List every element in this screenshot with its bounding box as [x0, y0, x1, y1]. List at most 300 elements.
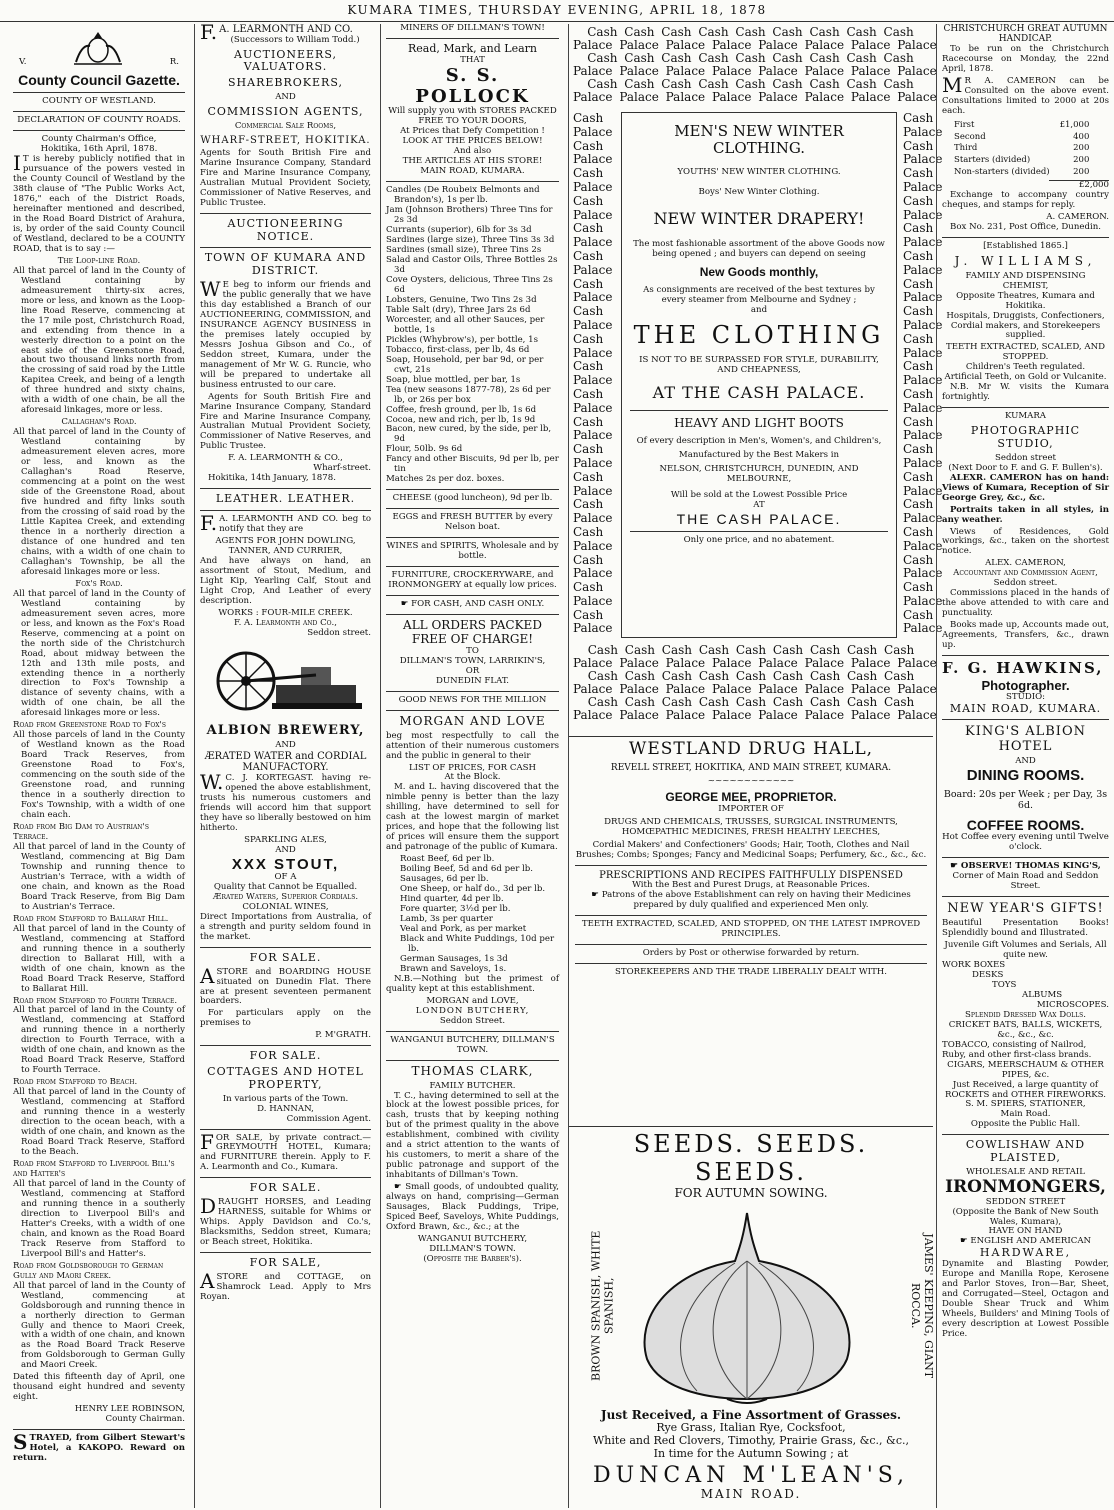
for-sale-text: ASTORE and BOARDING HOUSE situated on Dunedin Flat. There are at present seventeen permanent boarders. [200, 963, 371, 1007]
williams-nb: N.B. Mr W. visits the Kumara fortnightly. [942, 382, 1109, 403]
to-line: TO [466, 645, 479, 656]
price-item: Fancy and other Biscuits, 9d per lb, per tin [386, 454, 559, 475]
meat-item: Roast Beef, 6d per lb. [400, 854, 495, 865]
price-item: Coffee, fresh ground, per lb, 1s 6d [386, 404, 537, 415]
clark-text: T. C., having determined to sell at the block at the lowest possible prices, for cash, trusts that by keeping nothing but of the primest quality in the above establishment, combined with civility and a strict attention to the wants of his customers, to merit a share of the public patronage and support of the inhabitants of Dillman's Town. [386, 1090, 559, 1181]
sold-text: Will be sold at the Lowest Possible Price [670, 490, 848, 501]
cash-row: Cash Cash Cash Cash Cash Cash Cash Cash Cash [587, 51, 914, 65]
palace-word: Palace [573, 207, 613, 222]
auction-text: Agents for South British Fire and Marine Insurance Company, Standard Fire and Marine Insurance Company, Australian Mutual Provident Society, Commissioner of Native Reserves, and Public Trustee. [200, 391, 371, 452]
seeds-title: SEEDS. SEEDS. SEEDS. [633, 1130, 869, 1186]
section-title: Road from Stafford to Ballarat Hill. [13, 913, 169, 924]
duncan-mclean: DUNCAN M'LEAN'S, [592, 1462, 910, 1488]
cities-text: NELSON, CHRISTCHURCH, DUNEDIN, AND MELBOURNE, [659, 464, 859, 485]
cash-word: Cash [573, 166, 604, 181]
drug-hall-title: WESTLAND DRUG HALL, [628, 739, 874, 759]
price-item: Lobsters, Genuine, Two Tins 2s 3d [386, 294, 537, 305]
prize-row: First £1,000 [954, 119, 1090, 130]
gazette-intro: IT is hereby publicly notified that in pursuance of the powers vested in the County Council of Westland by the 38th clause of "The Public Works Act, 1876," each of the District Roads, hereinafter mentioned and described, in the Road Board District of Arahura, is, by order of the said County Council of Westland, declared to be a COUNTY ROAD, that is to say :— [13, 151, 185, 254]
commissions-text: Commissions placed in the hands of the above attended to with care and punctuality. [942, 588, 1109, 619]
palace-word: Palace [573, 317, 613, 332]
spiers-opp: Opposite the Public Hall. [970, 1119, 1081, 1130]
gazette-title: County Council Gazette. [18, 72, 180, 88]
coffee-rooms: COFFEE ROOMS. [966, 816, 1085, 833]
wholesale-line: WHOLESALE AND RETAIL [966, 1166, 1085, 1177]
cash-word: Cash [573, 414, 604, 429]
office-date: Hokitika, 16th April, 1878. [40, 144, 158, 155]
cash-only-line: ☛ FOR CASH, AND CASH ONLY. [400, 599, 545, 610]
pointing-hand-icon: ☛ [591, 890, 602, 901]
signer-title: County Chairman. [105, 1414, 185, 1425]
dated-line: Dated this fifteenth day of April, one thousand eight hundred and seventy eight. [13, 1372, 185, 1403]
cash-word: Cash [573, 469, 604, 484]
youths-clothing: YOUTHS' NEW WINTER CLOTHING. [677, 166, 841, 177]
horses-text: DRAUGHT HORSES, and Leading HARNESS, suitable for Whims or Whips. Apply Davidson and Co.'s, Blacksmiths, Seddon street, Kumara; or Beach street, Hokitika. [200, 1194, 371, 1247]
books-text: Books made up, Accounts made out, Agreements, Transfers, &c., drawn up. [942, 620, 1109, 651]
pollock-address: MAIN ROAD, KUMARA. [420, 166, 525, 177]
cash-word: Cash [573, 497, 604, 512]
morgan-text: beg most respectfully to call the attention of their numerous customers and the public in general to their [386, 730, 559, 761]
cash-word: Cash [903, 524, 934, 539]
palace-row: Palace Palace Palace Palace Palace Palace Palace Palace [573, 64, 937, 78]
cash-row: Cash Cash Cash Cash Cash Cash Cash Cash Cash [587, 669, 915, 683]
and-line: and [750, 305, 768, 316]
cash-word: Cash [903, 552, 934, 567]
cash-row: Cash Cash Cash Cash Cash Cash Cash Cash Cash [587, 77, 914, 91]
palace-row: Palace Palace Palace Palace Palace Palace Palace Palace [573, 708, 937, 722]
cash-word: Cash [903, 138, 934, 153]
cash-word: Cash [903, 166, 934, 181]
onion-icon [627, 1209, 867, 1405]
prize-row: Second 400 [954, 131, 1090, 142]
learmonth-sub: (Successors to William Todd.) [230, 34, 360, 45]
accountant-seddon: Seddon street. [993, 578, 1058, 589]
cash-word: Cash [573, 111, 604, 125]
price-item: Cocoa, new and rich, per lb, 1s 9d [386, 414, 536, 425]
teeth-line: TEETH EXTRACTED, SCALED, AND STOPPED, ON THE LATEST IMPROVED PRINCIPLES. [581, 919, 921, 940]
photo-seddon: Seddon street [994, 452, 1056, 463]
prize-total: £2,000 [1049, 180, 1109, 191]
cheese-line: CHEESE (good luncheon), 9d per lb. [392, 493, 553, 504]
hawkins-address: MAIN ROAD, KUMARA. [949, 701, 1102, 715]
orders-line: ALL ORDERS PACKED FREE OF CHARGE! [403, 618, 542, 646]
clark-sub: FAMILY BUTCHER. [429, 1080, 516, 1091]
pointing-hand-icon: ☛ [394, 1182, 406, 1193]
palace-word: Palace [573, 235, 613, 250]
pointing-hand-icon: ☛ [950, 861, 961, 872]
auction-notice-title: AUCTIONEERING NOTICE. [227, 216, 344, 243]
onion-illustration [575, 1201, 935, 1409]
section-title: The Loop-line Road. [57, 255, 141, 266]
spiers-name: S. M. SPIERS, STATIONER, [965, 1099, 1086, 1110]
section-text: All that parcel of land in the County of Westland, commencing at Goldsborough and running thence in a northerly direction to German Gully and thence to Maori Creek, with a width of one chain, and known as the Road Board Track Reserve from Goldsborough to German Gully and Maori Creek. [13, 1280, 185, 1371]
established: [Established 1865.] [983, 240, 1068, 251]
grasses-line: Just Received, a Fine Assortment of Grasses. [600, 1407, 902, 1422]
seeds-ad [569, 1126, 933, 1502]
price-item: Soap, Household, per bar 9d, or per cwt, 21s [386, 354, 544, 375]
vr-left: V. [19, 57, 27, 68]
auction-date: Hokitika, 14th January, 1878. [208, 473, 336, 484]
cottages-sig: Commission Agent. [286, 1113, 371, 1124]
cash-word: Cash [573, 331, 604, 346]
palace-word: Palace [573, 428, 613, 443]
palace-word: Palace [573, 566, 613, 581]
masthead-title: KUMARA TIMES, THURSDAY EVENING, APRIL 18, 1878 [347, 3, 767, 17]
leather-title: LEATHER. LEATHER. [215, 492, 356, 506]
palace-word: Palace [903, 207, 943, 222]
miners-heading: MINERS OF DILLMAN'S TOWN! [400, 23, 545, 33]
the-clothing: THE CLOTHING [633, 321, 885, 350]
smallgoods-text: ☛ Small goods, of undoubted quality, always on hand, comprising—German Sausages, Black Puddings, Tripe, Spiced Beef, Saveloys, White Puddings, Oxford Brawn, &c., &c.; at the [386, 1182, 559, 1233]
dynamite-text: Dynamite and Blasting Powder, Europe and Manilla Rope, Kerosene and Parlor Stoves, Iron—Bar, Sheet, and Corrugated—Steel, Octagon and Double Shear Truck and Whim Wheels, Builders' and Mining Tools of every description at Lowest Possible Price. [942, 1259, 1109, 1339]
for-sale-title: FOR SALE. [249, 1049, 322, 1063]
for-sale-title: FOR SALE. [249, 1181, 322, 1195]
palace-word: Palace [903, 566, 943, 581]
board-rates: Board: 20s per Week ; per Day, 3s 6d. [943, 788, 1108, 811]
for-sale-title: FOR SALE. [249, 950, 322, 964]
palace-word: Palace [903, 483, 943, 498]
price-item: Matches 2s per doz. boxes. [386, 474, 505, 485]
section-title: Road from Stafford to Fourth Terrace. [13, 995, 178, 1006]
colonial-wines: COLONIAL WINES, [242, 901, 329, 912]
views-text: Views of Residences, Gold workings, &c., taken on the shortest notice. [942, 526, 1109, 557]
george-mee: GEORGE MEE, PROPRIETOR. [665, 790, 837, 805]
learmonth-line: AUCTIONEERS, VALUATORS. [234, 47, 337, 74]
cash-word: Cash [573, 524, 604, 539]
column-county-gazette [8, 24, 190, 1508]
section-text: All that parcel of land in the County of Westland containing by admeasurement thirty-six acres, more or less, and known as the Loop-line Road Reserve, commencing at the 17 mile post, Christchurch Road, and extending from thence in a westerly direction to a point on the east side of the Greenstone Road, about two thousand links north from the crossing of said road by the Little Kapitea Creek, and being of a length of three hundred and sixty chains, with a width of one chain, be all the aforesaid linkages, more or less. [13, 265, 185, 416]
rockets-line: ROCKETS and OTHER FIREWORKS. [945, 1089, 1106, 1100]
portraits-text: Portraits taken in all styles, in any weather. [942, 504, 1109, 525]
alex-cameron: ALEX. CAMERON, [985, 558, 1066, 569]
leather-text: And have always on hand, an assortment of Stout, Medium, and Light Kip, Yearling Calf, Stout and Light Crop, And Leather of every description. [200, 555, 371, 606]
at-line: AT [753, 500, 765, 511]
palace-word: Palace [573, 262, 613, 277]
leather-sig: Seddon street. [307, 627, 371, 638]
cash-word: Cash [573, 442, 604, 457]
corner-line: Corner of Main Road and Seddon Street. [952, 871, 1099, 891]
beautiful-books: Beautiful Presentation Books! Splendidly bound and Illustrated. [942, 918, 1109, 938]
good-news: GOOD NEWS FOR THE MILLION [398, 694, 547, 705]
palace-word: Palace [903, 373, 943, 388]
price-item: Soap, blue mottled, per bar, 1s [386, 374, 521, 385]
palace-row: Palace Palace Palace Palace Palace Palace Palace Palace [573, 38, 937, 52]
section-text: All that parcel of land in the County of Westland containing by admeasurement seven acres, more or less, and known as the Fox's Road Reserve, commencing at a point on the north side of the Christchurch Road, about midway between the 12th and 13th mile posts, and extending thence in a northerly direction to Fox's Township a distance of seventy chains, with a width of one chain, be all the aforesaid linkages more or less. [13, 588, 185, 719]
have-on-hand: HAVE ON HAND [988, 1226, 1063, 1237]
pointing-hand-icon: ☛ [959, 1236, 971, 1247]
aerated-line: Ærated Waters, Superior Cordials. [212, 891, 359, 902]
williams-family: FAMILY AND DISPENSING CHEMIST, [965, 270, 1086, 291]
learmonth-line: Commercial Sale Rooms, [234, 120, 337, 131]
meat-item: Veal and Pork, as per market [400, 924, 527, 934]
price-item: Jam (Johnson Brothers) Three Tins for 2s 3d [386, 205, 553, 226]
morgan-text: M. and L. having discovered that the nimble penny is better than the lazy shilling, have determined to sell for cash at the lowest margin of market prices, and hope that the following list of prices will ensure them the support and patronage of the public of Kumara. [386, 782, 559, 853]
surpassed-text: IS NOT TO BE SURPASSED FOR STYLE, DURABILITY, AND CHEAPNESS, [639, 354, 879, 375]
learmonth-line: SHAREBROKERS, [228, 76, 343, 90]
williams-teeth: TEETH EXTRACTED, SCALED, AND STOPPED. [946, 342, 1105, 363]
imports-text: Direct Importations from Australia, of a strength and purity seldom found in the market. [200, 911, 371, 942]
section-title: Road from Greenstone Road to Fox's [13, 720, 166, 731]
cash-word: Cash [903, 331, 934, 346]
kortegast-text: W.C. J. KORTEGAST. having re-opened the above establishment, trusts his numerous customers and friends will accord him that support they have so liberally bestowed on him hitherto. [200, 769, 371, 833]
auction-text: WE beg to inform our friends and the public generally that we have this day established a Branch of our AUCTIONEERING, COMMISSION, and INSURANCE AGENCY BUSINESS in the premises lately occupied by Messrs Joshua Gibson and Co., of Seddon street, Kumara, under the management of Mr W. G. Runcie, who will be prepared to undertake all business entrusted to our care. [200, 276, 371, 390]
price-item: Candles (De Roubeix Belmonts and Brandon's), 1s per lb. [386, 185, 540, 206]
cash-word: Cash [903, 442, 934, 457]
meat-item: Lamb, 3s per quarter [400, 914, 493, 925]
palace-word: Palace [903, 317, 943, 332]
palace-row: Palace Palace Palace Palace Palace Palace Palace Palace [573, 90, 937, 104]
price-item: Cove Oysters, delicious, Three Tins 2s 6d [386, 274, 553, 295]
cash-row: Cash Cash Cash Cash Cash Cash Cash Cash Cash [587, 643, 915, 657]
palace-word: Palace [903, 400, 943, 415]
cricket-line: CRICKET BATS, BALLS, WICKETS, &c., &c., &c. [948, 1019, 1103, 1040]
cash-word: Cash [903, 580, 934, 595]
mens-clothing: MEN'S NEW WINTER CLOTHING. [674, 122, 844, 158]
cash-word: Cash [573, 386, 604, 401]
column-cash-palace [568, 24, 943, 1508]
meat-item: Black and White Puddings, 10d per lb. [400, 933, 555, 954]
palace-word: Palace [903, 179, 943, 194]
williams-name: J. WILLIAMS, [954, 253, 1097, 268]
meat-item: One Sheep, or half do., 3d per lb. [400, 884, 546, 895]
prize-row: Starters (divided) 200 [954, 155, 1090, 166]
patrons-text: ☛ Patrons of the above Establishment can rely on having their Medicines prepared by duly qualified and experienced Men only. [591, 890, 911, 911]
palace-word: Palace [903, 124, 943, 139]
column-right [936, 24, 1114, 1508]
onion-right-label: JAMES' KEEPING, GIANT ROCCA. [909, 1232, 935, 1378]
section-title: Fox's Road. [75, 578, 123, 589]
quality-line: Quality that Cannot be Equalled. [213, 882, 358, 892]
section-text: All that parcel of land in the County of Westland containing by admeasurement eleven acres, more or less, and known as the Callaghan's Road Reserve, commencing at a point on the west side of the Greenstone Road, about five hundred and fifty links south from the crossing of said road by the Little Kapitea Creek, and extending thence in a northerly direction a distance of one hundred and ten chains, with a width of one chain to Callaghan's Township, be all the aforesaid linkages more or less. [13, 427, 185, 577]
cash-palace-left-strip [573, 112, 613, 636]
palace-word: Palace [903, 455, 943, 470]
cash-word: Cash [573, 552, 604, 567]
cash-word: Cash [573, 304, 604, 319]
palace-word: Palace [573, 538, 613, 553]
auction-sig: Wharf-street. [313, 463, 371, 474]
gift-item: ALBUMS [1022, 989, 1063, 1000]
price-item: Tobacco, first-class, per lb, 4s 6d [386, 344, 530, 355]
drug-hall-ad [569, 736, 933, 978]
sparkling-ales: SPARKLING ALES, [244, 834, 327, 845]
column-pollock [380, 24, 564, 1508]
spiers-address: Main Road. [1000, 1109, 1051, 1120]
williams-hospitals: Hospitals, Druggists, Confectioners, Cordial makers, and Storekeepers supplied. [946, 310, 1105, 341]
cash-word: Cash [903, 359, 934, 374]
palace-word: Palace [573, 179, 613, 194]
brewery-title: ALBION BREWERY, [206, 722, 365, 738]
autumn-sowing: FOR AUTUMN SOWING. [674, 1185, 828, 1200]
price-item: Table Salt (dry), Three Jars 2s 6d [386, 304, 531, 315]
palace-word: Palace [573, 152, 613, 167]
for-sale-sig: P. M'GRATH. [315, 1030, 371, 1041]
learmonth-and: AND [275, 91, 296, 102]
palace-row: Palace Palace Palace Palace Palace Palace Palace Palace [573, 682, 937, 696]
palace-word: Palace [573, 400, 613, 415]
gift-item: MICROSCOPES. [1036, 999, 1109, 1010]
observe-line: ☛ OBSERVE! THOMAS KING'S, [950, 861, 1101, 872]
cottages-sig: D. HANNAN, [257, 1103, 314, 1114]
pollock-name: S. S. POLLOCK [415, 64, 530, 107]
drugs-list: DRUGS AND CHEMICALS, TRUSSES, SURGICAL INSTRUMENTS, HOMŒPATHIC MEDICINES, FRESH HEALTHY LEECHES, [604, 817, 898, 837]
clark-name: THOMAS CLARK, [411, 1063, 534, 1078]
drapery-title: NEW WINTER DRAPERY! [653, 208, 865, 228]
williams-children: Children's Teeth regulated. [965, 362, 1086, 373]
cowlishaw-name: COWLISHAW AND PLAISTED, [965, 1138, 1086, 1165]
list-of-prices: LIST OF PRICES, FOR CASH [408, 762, 537, 773]
gift-item: WORK BOXES [942, 959, 1006, 970]
brewery-sub: ÆRATED WATER and CORDIAL MANUFACTORY. [204, 750, 367, 774]
price-item: Flour, 50lb. 9s 6d [386, 444, 463, 455]
in-time-line: In time for the Autumn Sowing ; at [653, 1446, 849, 1460]
palace-word: Palace [573, 345, 613, 360]
clothing-box [621, 112, 897, 638]
palace-word: Palace [573, 621, 613, 636]
leather-sig: F. A. Learmonth and Co., [233, 617, 338, 628]
williams-opp: Opposite Theatres, Kumara and Hokitika. [956, 290, 1095, 311]
section-text: All that parcel of land in the County of Westland, commencing at Big Dam Township and running thence to Austrian's Terrace, with a width of one chain, and known as the Road Board Track Reserve, from Big Dam to Austrian's Terrace. [13, 841, 185, 912]
section-title: Road from Goldsborough to German Gully and Maori Creek. [13, 1260, 164, 1281]
strayed-notice: STRAYED, from Gilbert Stewart's Hotel, a KAKOPO. Reward on return. [13, 1430, 185, 1464]
palace-word: Palace [573, 290, 613, 305]
importer-line: IMPORTER OF [718, 804, 784, 815]
learmonth-text: Agents for South British Fire and Marine Insurance Company, Standard Fire and Marine Insurance Company, Australian Mutual Provident Society, Commissioner of Native Reserves, and Public Trustee. [200, 148, 371, 208]
morgan-sig: LONDON BUTCHERY, [415, 1005, 530, 1016]
wanganui-sig: (Opposite the Barber's). [423, 1254, 522, 1264]
juvenile-line: Juvenile Gift Volumes and Serials, All quite new. [944, 939, 1107, 960]
cameron-box: Box No. 231, Post Office, Dunedin. [950, 221, 1101, 232]
wax-dolls: Splendid Dressed Wax Dolls. [965, 1009, 1086, 1020]
exchange-text: Exchange to accompany country cheques, and stamps for reply. [942, 189, 1109, 210]
palace-word: Palace [573, 511, 613, 526]
rockets-intro: Just Received, a large quantity of [952, 1079, 1099, 1090]
palace-word: Palace [903, 235, 943, 250]
manuf-text: Manufactured by the Best Makers in [678, 450, 840, 461]
auction-town: TOWN OF KUMARA AND DISTRICT. [204, 251, 367, 278]
auction-sig: F. A. LEARMONTH & CO., [228, 453, 343, 464]
cash-word: Cash [573, 359, 604, 374]
section-title: Callaghan's Road. [61, 417, 137, 428]
seddon-street: SEDDON STREET [985, 1196, 1066, 1207]
price-item: Pickles (Whybrow's), per bottle, 1s [386, 334, 539, 345]
kings-and: AND [1015, 756, 1036, 767]
palace-word: Palace [903, 345, 943, 360]
photo-next: (Next Door to F. and G. F. Bullen's). [948, 462, 1103, 473]
cash-word: Cash [903, 304, 934, 319]
meat-price-list [386, 855, 559, 975]
boys-clothing: Boys' New Winter Clothing. [698, 186, 820, 197]
alexr-text: ALEXR. CAMERON has on hand: Views of Kumara, Reception of Sir George Grey, &c., &c. [942, 472, 1109, 503]
hardware-line: HARDWARE, [979, 1246, 1072, 1260]
onion-left-label: BROWN SPANISH, WHITE SPANISH, [589, 1230, 615, 1381]
tobacco-line: TOBACCO, consisting of Nailrod, Ruby, and other first-class brands. [942, 1039, 1092, 1060]
price-item: Tea (new seasons 1877-78), 2s 6d per lb, or 26s per box [386, 384, 551, 405]
consign-text: As consignments are received of the best textures by every steamer from Melbourne and Sydney ; [643, 285, 875, 306]
furniture-line: FURNITURE, CROCKERYWARE, and IRONMONGERY at equally low prices. [388, 570, 557, 591]
palace-word: Palace [903, 538, 943, 553]
price-item: Worcester, and all other Sauces, per bottle, 1s [386, 314, 545, 335]
price-item: Currants (superior), 6lb for 3s 3d [386, 225, 532, 236]
gift-item: DESKS [972, 969, 1004, 980]
morgan-nb: N.B.—Nothing but the primest of quality kept at this establishment. [386, 973, 559, 994]
cameron-text: MR A. CAMERON can be Consulted on the above event. Consultations limited to 2000 at 20s each. [942, 72, 1109, 116]
prize-table [948, 119, 1095, 180]
handicap-run: To be run on the Christchurch Racecourse on Monday, the 22nd April, 1878. [942, 43, 1109, 74]
boots-title: HEAVY AND LIGHT BOOTS [674, 416, 844, 431]
brewery-and: AND [275, 739, 296, 750]
that-line: THAT [460, 54, 485, 65]
for-sale-text: For particulars apply on the premises to [200, 1008, 371, 1029]
kumara-heading: KUMARA [1004, 411, 1047, 422]
section-text: All that parcel of land in the County of Westland, commencing at Stafford and running thence in a southerly direction to Ballarat Hill, with a width of one chain, known as the Road Board Track Reserve, Stafford to Ballarat Hill. [13, 923, 185, 994]
cordial-text: Cordial Makers' and Confectioners' Goods; Hair, Tooth, Clothes and Nail Brushes; Combs; Sponges; Fancy and Medicinal Soaps; Perfumery, &c., &c., &c. [575, 839, 927, 860]
cash-row: Cash Cash Cash Cash Cash Cash Cash Cash Cash [587, 25, 914, 39]
or-line: OR [465, 665, 480, 676]
cash-row: Cash Cash Cash Cash Cash Cash Cash Cash Cash [587, 695, 915, 709]
prize-row: Third 200 [954, 143, 1090, 154]
meat-item: Sausages, 6d per lb. [400, 874, 489, 885]
post-line: Orders by Post or otherwise forwarded by return. [642, 948, 860, 959]
storekeepers-line: STOREKEEPERS AND THE TRADE LIBERALLY DEALT WITH. [614, 967, 888, 978]
cash-word: Cash [573, 580, 604, 595]
palace-word: Palace [903, 152, 943, 167]
cash-word: Cash [573, 248, 604, 263]
purest-drugs: With the Best and Purest Drugs, at Reasonable Prices. [632, 880, 870, 891]
accountant-line: Accountant and Commission Agent, [953, 568, 1098, 579]
handicap-title: CHRISTCHURCH GREAT AUTUMN HANDICAP. [943, 24, 1108, 45]
learmonth-name: F.A. LEARMONTH AND CO. [200, 20, 353, 44]
morgan-sig: Seddon Street. [439, 1015, 506, 1026]
cash-word: Cash [903, 276, 934, 291]
palace-word: Palace [573, 455, 613, 470]
palace-word: Palace [903, 290, 943, 305]
palace-word: Palace [903, 593, 943, 608]
section-title: Road from Big Dam to Austrian's Terrace. [13, 822, 150, 843]
palace-word: Palace [903, 621, 943, 636]
vr-right: R. [169, 57, 179, 68]
price-item: Salad and Castor Oils, Three Bottles 2s 3d [386, 255, 558, 275]
gift-item: TOYS [992, 979, 1017, 990]
section-text: All those parcels of land in the County of Westland known as the Road Board Track Reserves, from Greenstone Road to Fox's, commencing on the south side of the Greenstone road, and running thence in a southerly direction to Fox's Township, with a width of one chain each. [13, 730, 185, 821]
cash-word: Cash [903, 386, 934, 401]
new-goods-monthly: New Goods monthly, [699, 265, 819, 280]
cash-word: Cash [903, 469, 934, 484]
royal-arms-row [13, 24, 185, 68]
cash-palace-bottom: THE CASH PALACE. [676, 511, 842, 528]
palace-word: Palace [903, 428, 943, 443]
at-the-block: At the Block. [444, 772, 501, 783]
palace-word: Palace [903, 511, 943, 526]
office-line: County Chairman's Office, [41, 134, 157, 145]
english-american: ☛ ENGLISH AND AMERICAN [959, 1236, 1092, 1247]
palace-word: Palace [573, 373, 613, 388]
leather-works: WORKS : FOUR-MILE CREEK. [218, 607, 353, 618]
opp-bank: (Opposite the Bank of New South Wales, Kumara), [952, 1206, 1099, 1227]
for-sale-title: FOR SALE, [249, 1255, 322, 1269]
cash-word: Cash [903, 414, 934, 429]
cash-word: Cash [903, 221, 934, 236]
leather-agents: AGENTS FOR JOHN DOWLING, TANNER, AND CURRIER, [215, 535, 356, 556]
hot-coffee: Hot Coffee every evening until Twelve o'clock. [942, 832, 1109, 853]
ornament-rule-icon: ~~~~~~~~~~~~ [707, 776, 795, 787]
column-learmonth [194, 20, 376, 1508]
cameron-sig: A. CAMERON. [1046, 211, 1109, 222]
section-text: All that parcel of land in the County of Westland, commencing at Stafford and running thence in a westerly direction to the ocean beach, with a width of one chain, and known as the Road Board Track Reserve, Stafford to the Beach. [13, 1087, 185, 1158]
dunedin-line: DUNEDIN FLAT. [435, 675, 510, 686]
meat-item: German Sausages, 1s 3d [400, 953, 508, 964]
cottages-text: In various parts of the Town. [222, 1093, 349, 1104]
clovers-line: White and Red Clovers, Timothy, Prairie Grass, &c., &c., [593, 1434, 909, 1448]
